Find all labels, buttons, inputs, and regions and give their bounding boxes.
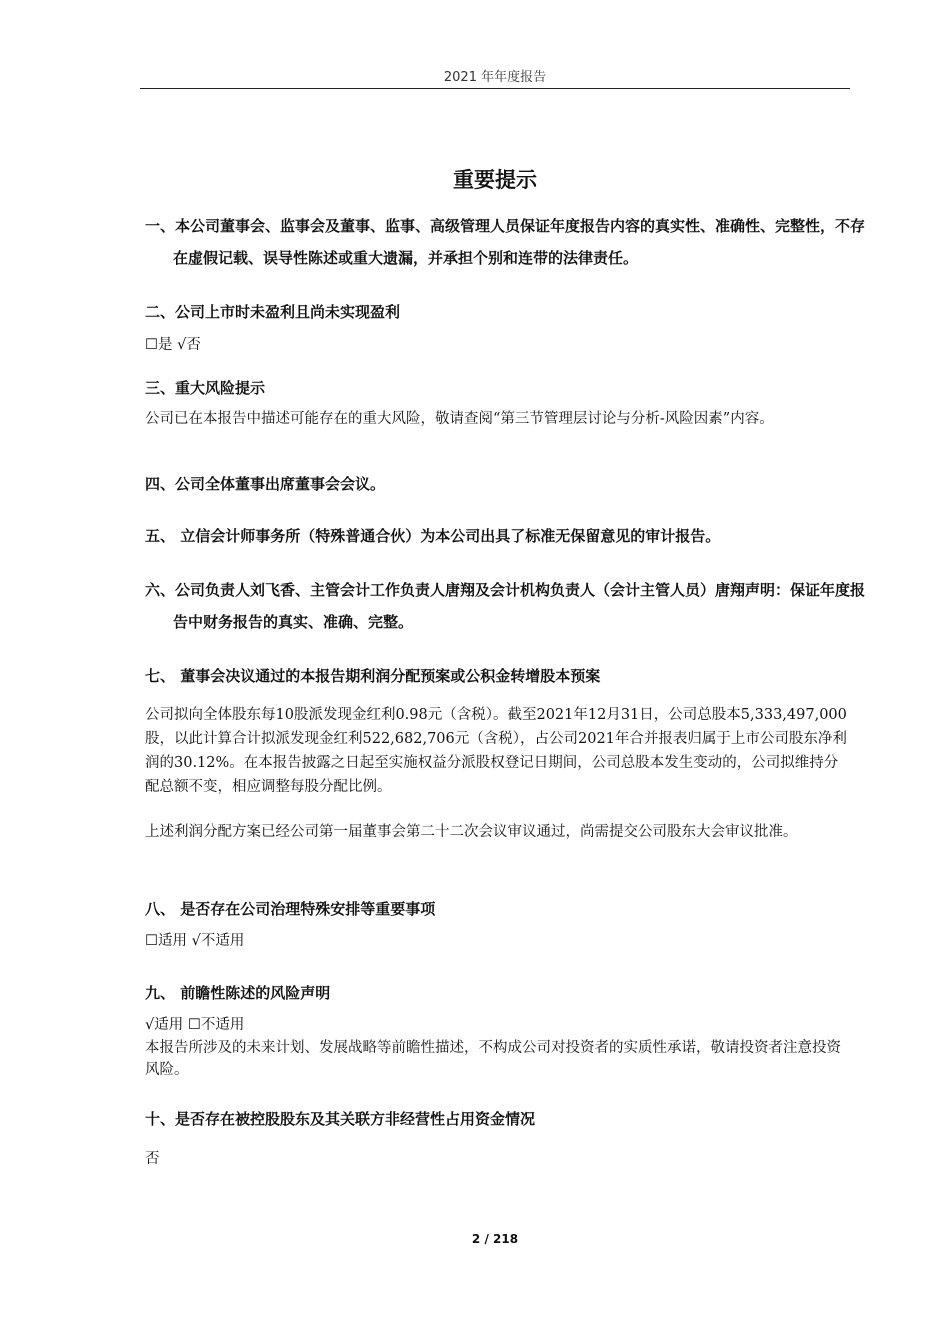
section-2-options: ☐是 √否 <box>145 337 201 353</box>
section-1-text: 一、本公司董事会、监事会及董事、监事、高级管理人员保证年度报告内容的真实性、准确性、完整性，不存在虚假记载、误导性陈述或重大遗漏，并承担个别和连带的法律责任。 <box>145 217 866 267</box>
section-5-text: 五、 立信会计师事务所（特殊普通合伙）为本公司出具了标准无保留意见的审计报告。 <box>145 527 721 545</box>
section-4-text: 四、公司全体董事出席董事会会议。 <box>145 475 386 493</box>
section-3-body: 公司已在本报告中描述可能存在的重大风险，敬请查阅“第三节管理层讨论与分析-风险因素”内容。 <box>145 411 774 427</box>
page-number: 2 / 218 <box>471 1232 519 1246</box>
section-2-heading: 二、公司上市时未盈利且尚未实现盈利 <box>145 303 401 321</box>
running-header: 2021 年年度报告 <box>443 70 547 85</box>
section-3-heading: 三、重大风险提示 <box>145 379 266 397</box>
section-6-text: 六、公司负责人刘飞香、主管会计工作负责人唐翔及会计机构负责人（会计主管人员）唐翔声明：保证年度报告中财务报告的真实、准确、完整。 <box>145 581 866 631</box>
section-10-heading: 十、是否存在被控股股东及其关联方非经营性占用资金情况 <box>145 1110 536 1128</box>
section-9-heading: 九、 前瞻性陈述的风险声明 <box>145 984 331 1002</box>
section-8-heading: 八、 是否存在公司治理特殊安排等重要事项 <box>145 900 436 918</box>
section-7-approval: 上述利润分配方案已经公司第一届董事会第二十二次会议审议通过，尚需提交公司股东大会审议批准。 <box>145 824 798 840</box>
header-divider <box>140 88 850 89</box>
section-7-body: 公司拟向全体股东每10股派发现金红利0.98元（含税）。截至2021年12月31日，公司总股本5,333,497,000股，以此计算合计拟派发现金红利522,682,706元（含税），占公司2021年合并报表归属于上市公司股东净利润的30.12%。在本报告披露之日起至实施权益分派股权登记日期间，公司总股本发生变动的，公司拟维持分配总额不变，相应调整每股分配比例。 <box>145 707 847 795</box>
page-title: 重要提示 <box>453 168 537 192</box>
section-10-answer: 否 <box>145 1151 160 1167</box>
section-9-body: 本报告所涉及的未来计划、发展战略等前瞻性描述，不构成公司对投资者的实质性承诺，敬请投资者注意投资风险。 <box>145 1040 841 1078</box>
section-7-heading: 七、 董事会决议通过的本报告期利润分配预案或公积金转增股本预案 <box>145 667 601 685</box>
section-8-options: ☐适用 √不适用 <box>145 933 245 949</box>
section-9-options: √适用 ☐不适用 <box>145 1017 245 1033</box>
